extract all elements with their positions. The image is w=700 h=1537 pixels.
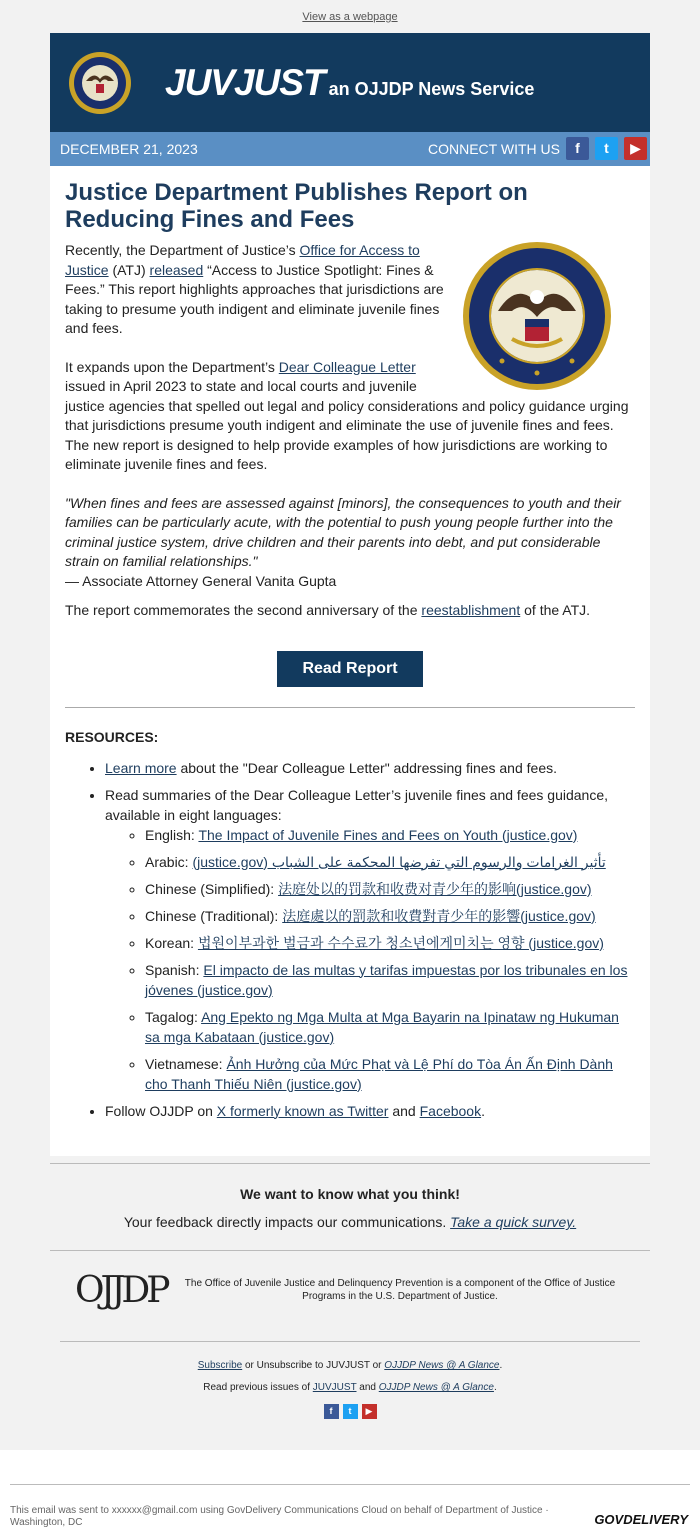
learn-more-link[interactable]: Learn more — [105, 759, 177, 776]
ojjdp-logo: OJJDP — [75, 1270, 167, 1311]
office-access-justice-link[interactable]: Office for Access to Justice — [65, 242, 420, 278]
govdelivery-logo[interactable]: GOVDELIVERY — [594, 1512, 688, 1527]
paragraph-expands: It expands upon the Department’s Dear Colleague Letter issued in April 2023 to state and local courts and juvenile justice agencies that spelled out legal and policy considerations and policy guidance urging that jurisdictions presume youth indigent and eliminate the use of juvenile fines and fees. The new report is designed to help provide examples of how jurisdictions are working to eliminate juvenile fines and fees. — [65, 358, 629, 472]
dear-colleague-letter-link[interactable]: Dear Colleague Letter — [278, 358, 416, 375]
language-item: ◦ English: The Impact of Juvenile Fines and Fees on Youth (justice.gov) — [145, 825, 635, 845]
facebook-icon[interactable]: f — [324, 1404, 339, 1419]
quote-text: "When fines and fees are assessed against [minors], the consequences to youth and their families can be particularly acute, with the potential to push young people further into the criminal justice system, drive children and their parents into debt, and put considerable strain on familial relationships." — [65, 494, 621, 569]
language-item: ◦ Chinese (Traditional): 法庭處以的罰款和收費對青少年的影響(justice.gov) — [145, 906, 635, 926]
read-report-button[interactable]: Read Report — [277, 651, 422, 687]
email-container — [50, 33, 650, 1156]
brand-sub: an OJJDP News Service — [328, 79, 535, 99]
resource-item-learn-more: • Learn more about the "Dear Colleague Letter" addressing fines and fees. — [105, 758, 635, 778]
header-banner — [50, 33, 650, 132]
reestablishment-link[interactable]: reestablishment — [421, 602, 521, 618]
ojjdp-description: The Office of Juvenile Justice and Delinquency Prevention is a component of the Office of Justice Programs in the U.S. Department of Justice. — [184, 1278, 616, 1302]
news-at-a-glance-link[interactable]: OJJDP News @ A Glance — [384, 1360, 500, 1371]
facebook-icon[interactable]: f — [566, 137, 589, 160]
subscribe-line: Subscribe or Unsubscribe to JUVJUST or OJJDP News @ A Glance. — [197, 1360, 503, 1371]
feedback-text: Your feedback directly impacts our communications. Take a quick survey. — [123, 1214, 577, 1230]
language-link-english[interactable]: The Impact of Juvenile Fines and Fees on Youth (justice.gov) — [198, 826, 578, 843]
brand-title — [165, 62, 534, 104]
view-webpage-bar — [0, 0, 700, 33]
news-archive-link[interactable]: OJJDP News @ A Glance — [378, 1382, 494, 1393]
languages-list — [105, 825, 635, 1094]
facebook-link[interactable]: Facebook — [419, 1102, 482, 1119]
subscription-links — [0, 1360, 700, 1430]
paragraph-anniversary: The report commemorates the second anniversary of the reestablishment of the ATJ. — [65, 602, 591, 618]
view-as-webpage-link[interactable]: View as a webpage — [302, 11, 398, 23]
feedback-section — [50, 1163, 650, 1251]
language-link-chinese-simplified[interactable]: 法庭处以的罚款和收费对青少年的影响(justice.gov) — [278, 880, 592, 897]
resource-item-summaries: • Read summaries of the Dear Colleague Letter’s juvenile fines and fees guidance, available in eight languages: ◦ English: The Impact of Juvenile Fines and Fees on Youth (justice.gov) ◦ Arabic: تأثير الغرامات والرسوم التي تفرضها المحكمة على الشباب (justice.gov) ◦ Chinese (Simplified): 法庭处以的罚款和收费对青少年的影响(justice.gov) ◦ Chinese (Traditional): 法庭處以的罰款和收費對青少年的影響(justice.gov) ◦ Korean: 법원이부과한 벌금과 수수료가 청소년에게미치는 영향 (justice.gov) ◦ Spanish: El impacto de las multas y tarifas impuestas por los tribunales en los jóvenes (justice.gov) ◦ Tagalog: Ang Epekto ng Mga Multa at Mga Bayarin na Ipinataw ng Hukuman sa mga Kabataan (justice.gov) ◦ Vietnamese: Ảnh Hưởng của Mức Phạt và Lệ Phí do Tòa Án Ấn Định Dành cho Thanh Thiếu Niên (justice.gov) — [105, 785, 635, 1094]
twitter-link[interactable]: X formerly known as Twitter — [216, 1102, 389, 1119]
language-link-spanish[interactable]: El impacto de las multas y tarifas impuestas por los tribunales en los jóvenes (justice.gov) — [145, 961, 628, 998]
twitter-icon[interactable]: t — [343, 1404, 358, 1419]
juvjust-archive-link[interactable]: JUVJUST — [312, 1382, 357, 1393]
language-link-korean[interactable]: 법원이부과한 벌금과 수수료가 청소년에게미치는 영향 (justice.gov) — [197, 934, 604, 951]
language-item: ◦ Korean: 법원이부과한 벌금과 수수료가 청소년에게미치는 영향 (justice.gov) — [145, 933, 635, 953]
language-link-vietnamese[interactable]: Ảnh Hưởng của Mức Phạt và Lệ Phí do Tòa Án Ấn Định Dành cho Thanh Thiếu Niên (justice.gov) — [145, 1055, 613, 1092]
resources-heading: RESOURCES: — [65, 728, 159, 745]
subscribe-link[interactable]: Subscribe — [197, 1360, 243, 1371]
language-item: ◦ Tagalog: Ang Epekto ng Mga Multa at Mga Bayarin na Ipinataw ng Hukuman sa mga Kabataan (justice.gov) — [145, 1007, 635, 1047]
article-body — [50, 166, 650, 1156]
resource-item-follow: • Follow OJJDP on X formerly known as Twitter and Facebook. — [105, 1101, 635, 1121]
language-link-tagalog[interactable]: Ang Epekto ng Mga Multa at Mga Bayarin na Ipinataw ng Hukuman sa mga Kabataan (justice.gov) — [145, 1008, 619, 1045]
brand-main: JUVJUST — [165, 62, 325, 103]
sent-to-text: This email was sent to xxxxxx@gmail.com using GovDelivery Communications Cloud on behalf of Department of Justice · Washington, DC — [10, 1505, 549, 1528]
bottom-divider — [10, 1484, 690, 1485]
divider — [65, 707, 635, 708]
language-link-chinese-traditional[interactable]: 法庭處以的罰款和收費對青少年的影響(justice.gov) — [282, 907, 596, 924]
language-item: ◦ Vietnamese: Ảnh Hưởng của Mức Phạt và Lệ Phí do Tòa Án Ấn Định Dành cho Thanh Thiếu Niên (justice.gov) — [145, 1054, 635, 1094]
paragraph-intro: Recently, the Department of Justice’s Office for Access to Justice (ATJ) released “Access to Justice Spotlight: Fines & Fees.” This report highlights approaches that jurisdictions are taking to presume youth indigent and eliminate juvenile fines and fees. — [65, 242, 444, 336]
article-title: Justice Department Publishes Report on Reducing Fines and Fees — [65, 179, 528, 233]
twitter-icon[interactable]: t — [595, 137, 618, 160]
connect-label: CONNECT WITH US — [428, 141, 560, 157]
bottom-footer — [0, 1450, 700, 1537]
youtube-icon[interactable]: ▶ — [624, 137, 647, 160]
ojjdp-footer — [60, 1262, 640, 1342]
footer-social-icons — [0, 1404, 700, 1419]
resources-list — [65, 758, 635, 1121]
language-link-arabic[interactable]: تأثير الغرامات والرسوم التي تفرضها المحكمة على الشباب (justice.gov) — [192, 853, 606, 870]
youtube-icon[interactable]: ▶ — [362, 1404, 377, 1419]
language-item: ◦ Chinese (Simplified): 法庭处以的罚款和收费对青少年的影响(justice.gov) — [145, 879, 635, 899]
language-item: ◦ Arabic: تأثير الغرامات والرسوم التي تفرضها المحكمة على الشباب (justice.gov) — [145, 852, 635, 872]
previous-issues-line: Read previous issues of JUVJUST and OJJDP News @ A Glance. — [203, 1382, 497, 1393]
issue-date: DECEMBER 21, 2023 — [60, 141, 198, 157]
department-of-justice-seal-icon — [462, 241, 612, 391]
language-item: ◦ Spanish: El impacto de las multas y tarifas impuestas por los tribunales en los jóvenes (justice.gov) — [145, 960, 635, 1000]
survey-link[interactable]: Take a quick survey. — [450, 1214, 577, 1230]
button-row — [65, 651, 635, 687]
released-link[interactable]: released — [149, 261, 204, 278]
date-bar — [50, 132, 650, 166]
doj-seal-icon — [68, 51, 132, 115]
feedback-heading: We want to know what you think! — [240, 1186, 460, 1202]
quote-attribution: — Associate Attorney General Vanita Gupta — [65, 572, 337, 589]
